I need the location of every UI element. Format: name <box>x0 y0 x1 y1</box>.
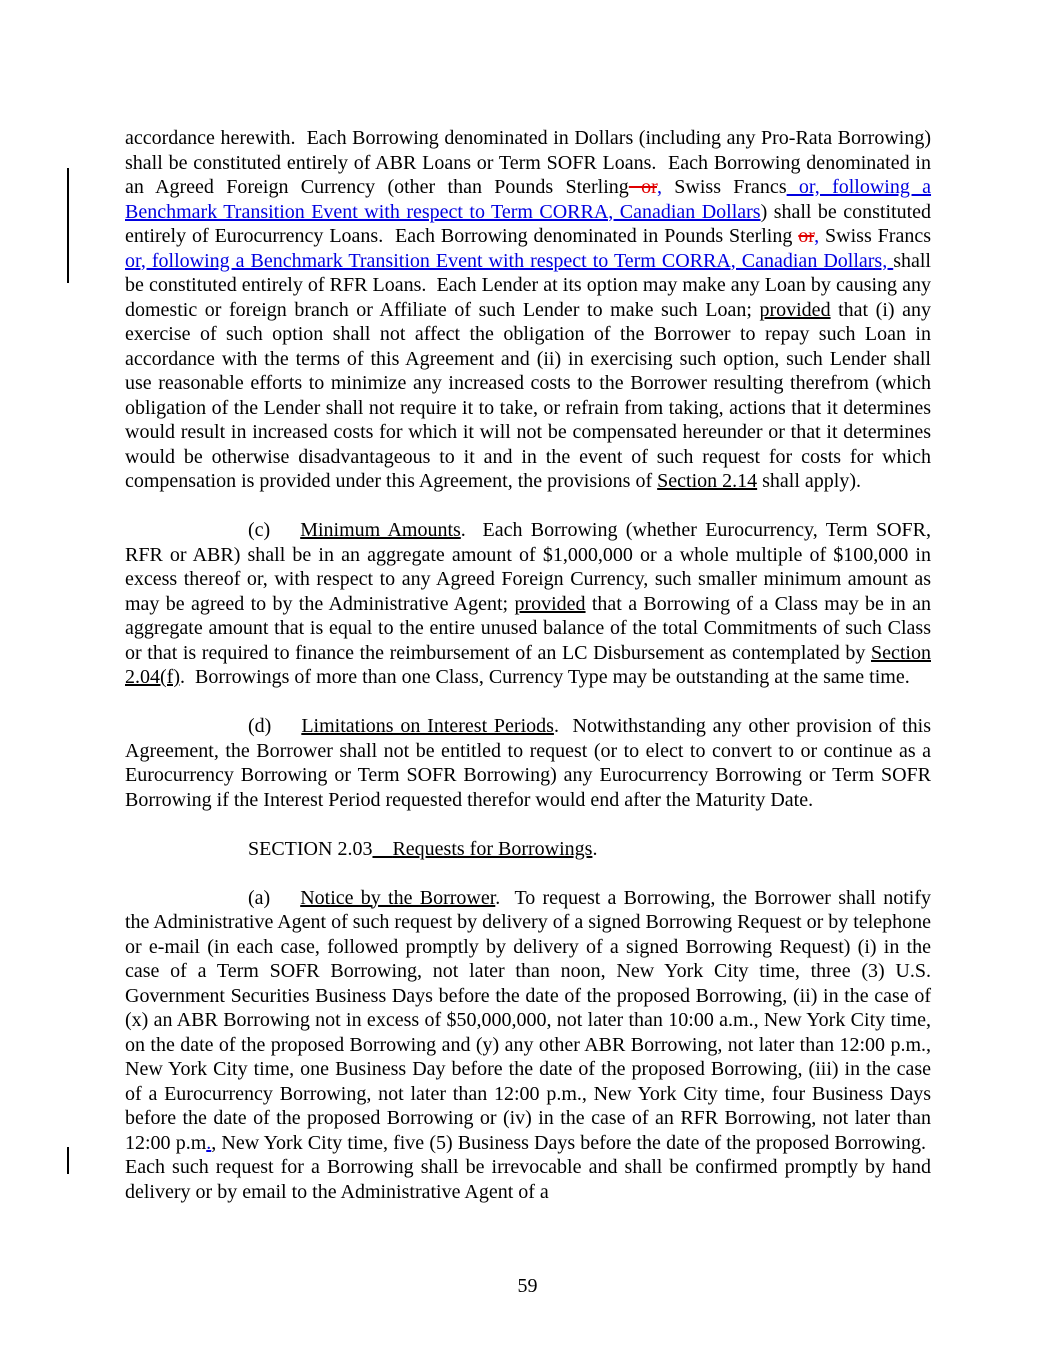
text-run: . Notwithstanding any other provision of this Agreement, the Borrower shall not be entitled to request (or to elect to convert to or continue as a Eurocurrency Borrowing or Term SOFR Borrowing) any Eurocurrency Borrowing or Term SOFR Borrowing if the Interest Period requested therefor would end after the Maturity Date. <box>125 715 931 811</box>
text-run: (c) <box>248 519 271 541</box>
document-body <box>125 126 931 1204</box>
text-run: shall apply). <box>757 470 862 492</box>
underlined-text: Requests for Borrowings <box>392 837 593 860</box>
deleted-text: or <box>628 176 657 198</box>
text-run: that (i) any exercise of such option shall not affect the obligation of the Borrower to repay such Loan in accordance with the terms of this Agreement and (ii) in exercising such option, such Lender shall use reasonable efforts to minimize any increased costs to the Borrower resulting therefrom (which obligation of the Lender shall not require it to take, or refrain from taking, actions that it determines would result in increased costs for which it will not be compensated hereunder or that it determines would be otherwise disadvantageous to it and in the event of such request for costs for which compensation is provided under this Agreement, the provisions of <box>125 298 932 492</box>
paragraph-a-notice-by-the-borrower <box>125 886 931 1205</box>
text-run: . To request a Borrowing, the Borrower shall notify the Administrative Agent of such request by delivery of a signed Borrowing Request or by telephone or e-mail (in each case, followed promptly by delivery of a signed Borrowing Request) (i) in the case of a Term SOFR Borrowing, not later than noon, New York City time, three (3) U.S. Government Securities Business Days before the date of the proposed Borrowing, (ii) in the case of (x) an ABR Borrowing not in excess of $50,000,000, not later than 10:00 a.m., New York City time, on the date of the proposed Borrowing and (y) any other ABR Borrowing, not later than 12:00 p.m., New York City time, one Business Day before the date of the proposed Borrowing, (iii) in the case of a Eurocurrency Borrowing, not later than 12:00 p.m., New York City time, four Business Days before the date of the proposed Borrowing or (iv) in the case of an RFR Borrowing, not later than 12:00 p.m <box>125 886 932 1154</box>
text-run: ) shall be constituted entirely of Eurocurrency Loans. Each Borrowing denominated in Pounds Sterling <box>125 200 932 247</box>
inserted-text: . <box>206 1131 212 1154</box>
inserted-text: , <box>814 225 820 247</box>
paragraph-d-limitations-on-interest-periods <box>125 714 931 812</box>
text-run: . Borrowings of more than one Class, Currency Type may be outstanding at the same time. <box>179 666 910 688</box>
text-run: . <box>592 837 598 860</box>
change-bar-top <box>67 168 69 283</box>
paragraph-c-minimum-amounts <box>125 518 931 690</box>
section-2-03-heading <box>125 837 931 862</box>
paragraph-continuation <box>125 126 931 494</box>
text-run: . Each Borrowing (whether Eurocurrency, Term SOFR, RFR or ABR) shall be in an aggregate amount of $1,000,000 or a whole multiple of $100,000 in excess thereof or, with respect to any Agreed Foreign Currency, such smaller minimum amount as may be agreed to by the Administrative Agent; <box>125 519 931 615</box>
text-run: accordance herewith. Each Borrowing denominated in Dollars (including any Pro-Rata Borrowing) shall be constituted entirely of ABR Loans or Term SOFR Loans. Each Borrowing denominated in an Agreed Foreign Currency (other than Pounds Sterling <box>125 127 931 198</box>
change-bar-bottom <box>67 1147 69 1174</box>
underlined-text: provided <box>759 298 831 321</box>
text-run: (a) <box>248 886 271 909</box>
underlined-text <box>372 838 392 860</box>
inserted-text: or, following a Benchmark Transition Event with respect to Term CORRA, Canadian Dollars <box>125 176 932 223</box>
underlined-text: Notice by the Borrower <box>300 886 496 909</box>
underlined-text: Minimum Amounts <box>300 519 461 541</box>
inserted-text: or, following a Benchmark Transition Event with respect to Term CORRA, Canadian Dollars, <box>125 249 894 272</box>
underlined-text: Limitations on Interest Periods <box>301 715 554 737</box>
deleted-text: or <box>798 225 815 247</box>
text-run: SECTION 2.03 <box>248 837 373 860</box>
inserted-text: , <box>656 176 662 198</box>
text-run: Swiss Francs <box>819 225 931 247</box>
text-run: , New York City time, five (5) Business Days before the date of the proposed Borrowing. Each such request for a Borrowing shall be irrevocable and shall be confirmed promptly by hand delivery or by email to the Administrative Agent of a <box>125 1131 932 1203</box>
underlined-text: Section 2.04(f) <box>125 641 931 688</box>
text-run: that a Borrowing of a Class may be in an aggregate amount that is equal to the entire unused balance of the total Commitments of such Class or that is required to finance the reimbursement of an LC Disbursement as contemplated by <box>125 592 931 664</box>
text-run: Swiss Francs <box>661 176 787 198</box>
text-run: shall be constituted entirely of RFR Loans. Each Lender at its option may make any Loan by causing any domestic or foreign branch or Affiliate of such Lender to make such Loan; <box>125 249 931 321</box>
page-number: 59 <box>517 1275 538 1297</box>
underlined-text: Section 2.14 <box>657 470 758 492</box>
text-run: (d) <box>248 715 272 737</box>
underlined-text: provided <box>514 592 586 615</box>
